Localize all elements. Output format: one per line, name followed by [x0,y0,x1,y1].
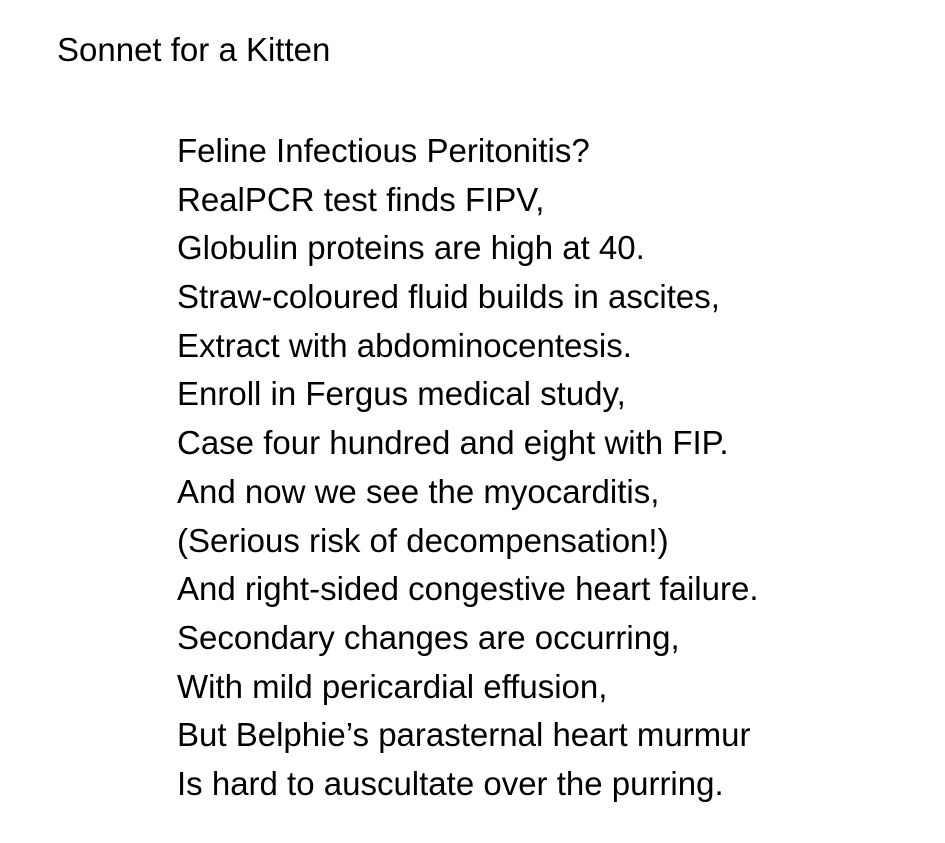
poem-line: But Belphie’s parasternal heart murmur [177,716,751,754]
poem-line: Case four hundred and eight with FIP. [177,424,729,462]
poem-title: Sonnet for a Kitten [57,31,331,68]
poem-line: Globulin proteins are high at 40. [177,229,645,267]
poem-line: Secondary changes are occurring, [177,618,680,656]
poem-line: With mild pericardial effusion, [177,667,608,705]
poem-line: And now we see the myocarditis, [177,472,660,510]
poem-line: Straw-coloured fluid builds in ascites, [177,278,720,316]
poem-line: And right-sided congestive heart failure. [177,570,759,608]
poem-body [177,127,759,809]
poem-line: RealPCR test finds FIPV, [177,180,545,218]
poem-line: (Serious risk of decompensation!) [177,521,669,559]
poem-line: Feline Infectious Peritonitis? [177,132,590,169]
poem-line: Extract with abdominocentesis. [177,326,632,364]
poem-line: Is hard to auscultate over the purring. [177,764,724,802]
poem-line: Enroll in Fergus medical study, [177,375,626,413]
